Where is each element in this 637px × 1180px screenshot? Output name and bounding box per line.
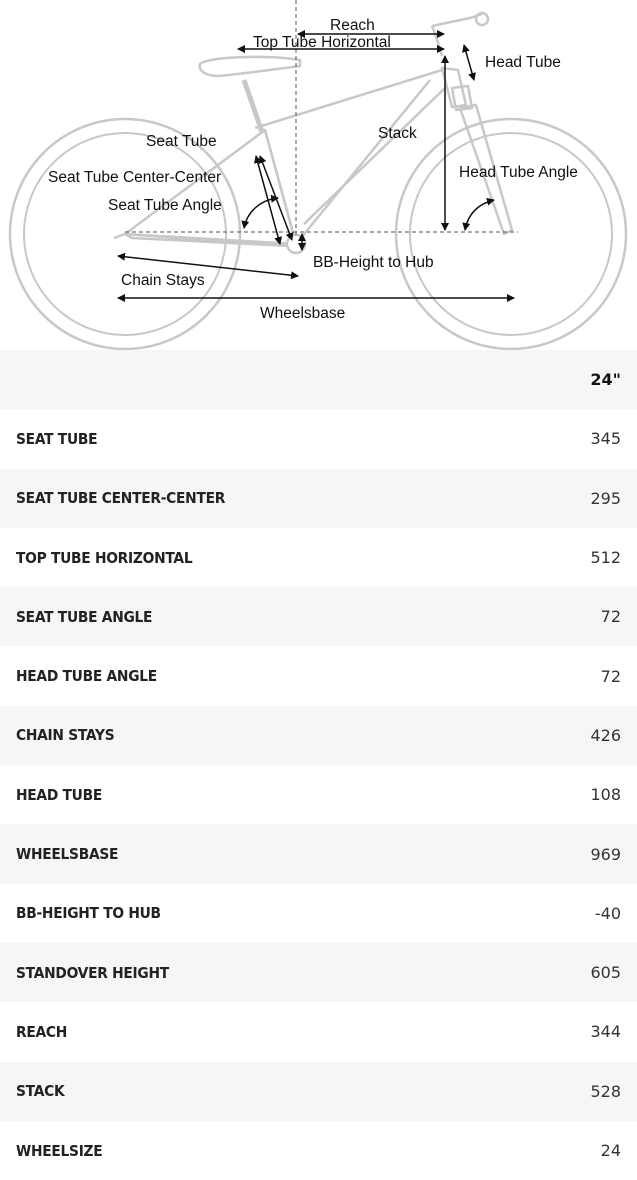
row-label: HEAD TUBE [16,785,103,804]
seat-tube-angle-arc [244,198,278,228]
row-value: 24 [600,1141,621,1160]
label-wheelsbase: Wheelsbase [260,305,346,322]
size-column-header: 24" [590,370,621,390]
head-tube-angle-arc [465,200,494,230]
table-row [0,1062,637,1121]
table-row [0,469,637,528]
label-seat-tube-center-center: Seat Tube Center-Center [48,169,222,186]
table-row [0,765,637,824]
row-value: 345 [590,429,621,449]
row-label: STACK [16,1082,65,1101]
row-value: 528 [590,1081,621,1101]
table-row [0,1121,637,1180]
row-label: CHAIN STAYS [16,726,115,745]
label-reach: Reach [330,17,375,34]
geometry-table [0,350,637,1180]
table-row [0,706,637,765]
label-top-tube-horizontal: Top Tube Horizontal [253,34,391,51]
table-row [0,884,637,943]
row-label: SEAT TUBE ANGLE [16,607,153,626]
row-label: HEAD TUBE ANGLE [16,667,157,686]
table-row [0,587,637,646]
row-label: STANDOVER HEIGHT [16,963,169,982]
row-value: 108 [590,785,621,805]
row-label: TOP TUBE HORIZONTAL [16,548,193,567]
table-row [0,1002,637,1061]
row-value: 969 [590,844,621,864]
table-header-row [0,350,637,409]
bike-geometry-diagram [0,0,637,350]
label-bb-height-to-hub: BB-Height to Hub [313,254,434,271]
row-value: -40 [594,903,621,923]
row-label: BB-HEIGHT TO HUB [16,904,161,923]
row-value: 512 [590,548,621,568]
table-row [0,528,637,587]
label-chain-stays: Chain Stays [121,272,205,289]
table-row [0,824,637,883]
row-value: 344 [590,1022,621,1042]
row-value: 72 [600,666,621,686]
label-head-tube-angle: Head Tube Angle [459,164,578,181]
table-row [0,409,637,468]
label-seat-tube-angle: Seat Tube Angle [108,197,222,214]
row-label: WHEELSBASE [16,845,119,864]
row-label: SEAT TUBE CENTER-CENTER [16,489,226,508]
row-value: 426 [590,725,621,745]
head-tube-arrow [464,45,474,80]
label-stack: Stack [378,125,417,142]
row-label: WHEELSIZE [16,1141,103,1160]
row-label: SEAT TUBE [16,429,98,448]
row-label: REACH [16,1022,68,1041]
label-seat-tube: Seat Tube [146,133,217,150]
table-row [0,646,637,705]
row-value: 72 [600,607,621,627]
table-row [0,943,637,1002]
label-head-tube: Head Tube [485,54,561,71]
row-value: 295 [590,488,621,508]
front-wheel [396,119,626,349]
row-value: 605 [590,963,621,983]
